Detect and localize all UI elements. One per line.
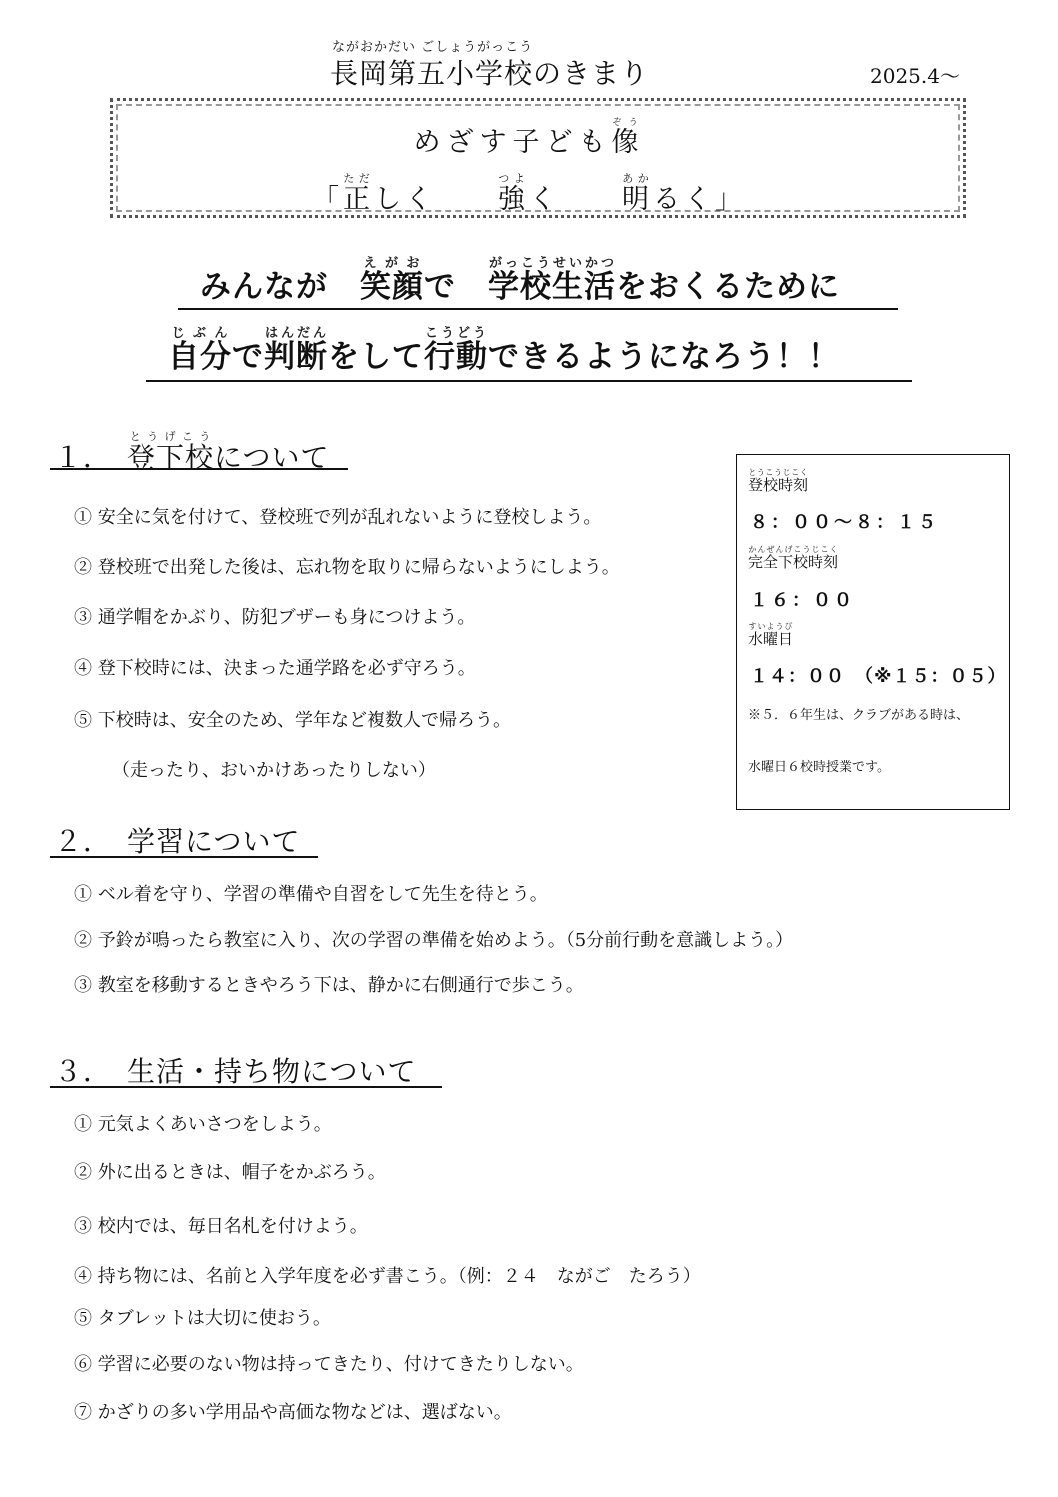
section-1-underline (50, 468, 348, 470)
page-title: 長岡第五小学校のきまり (330, 57, 650, 90)
effective-date: 2025.4～ (870, 64, 960, 88)
section-3-item-2: ② 外に出るときは、帽子をかぶろう。 (74, 1162, 386, 1183)
section-3-item-4: ④ 持ち物には、名前と入学年度を必ず書こう。（例：２４ ながご たろう） (74, 1266, 701, 1287)
section-3-underline (50, 1086, 442, 1088)
motto-word-1: 正ただ (343, 172, 374, 215)
schedule-note-1: ※５．６年生は、クラブがある時は、 (748, 708, 970, 723)
motto-bracket-close: 」 (715, 184, 746, 215)
section-2-item-2: ② 予鈴が鳴ったら教室に入り、次の学習の準備を始めよう。（5分前行動を意識しよう。） (74, 930, 794, 951)
section-2-underline (50, 856, 318, 858)
slogan-underline-1 (178, 308, 898, 310)
section-3-item-6: ⑥ 学習に必要のない物は持ってきたり、付けてきたりしない。 (74, 1354, 584, 1375)
section-2-item-3: ③ 教室を移動するときやろう下は、静かに右側通行で歩こう。 (74, 975, 584, 996)
motto-heading-text: めざす子ども (413, 127, 612, 158)
motto-word-2: 強つよ (498, 172, 529, 215)
wednesday-time: １４：００ （※１５：０５） (750, 666, 1007, 687)
section-3-heading: ３． 生活・持ち物について (54, 1055, 417, 1088)
section-2-heading: ２． 学習について (54, 825, 301, 858)
arrival-time-label: 登校時刻とうこうじこく (748, 468, 809, 494)
dismissal-time: １６：００ (750, 590, 855, 611)
motto-word-2-rest: く (529, 184, 591, 215)
schedule-note-2: 水曜日６校時授業です。 (748, 760, 890, 775)
motto-bracket-open: 「 (312, 184, 343, 215)
section-3-item-7: ⑦ かざりの多い学用品や高価な物などは、選ばない。 (74, 1402, 512, 1423)
title-reading: ながおかだい ごしょうがっこう (332, 40, 534, 55)
motto-word-3-rest: るく (653, 184, 715, 215)
motto-word-3: 明あか (622, 172, 653, 215)
dismissal-time-label: 完全下校時刻かんぜんげこうじこく (748, 545, 839, 571)
motto-heading (0, 118, 1058, 159)
arrival-time: ８：００～８：１５ (750, 512, 939, 533)
section-1-item-4: ④ 登下校時には、決まった通学路を必ず守ろう。 (74, 658, 476, 679)
section-3-item-5: ⑤ タブレットは大切に使おう。 (74, 1308, 331, 1329)
section-1-item-5-note: （走ったり、おいかけあったりしない） (112, 760, 436, 781)
section-1-item-2: ② 登校班で出発した後は、忘れ物を取りに帰らないようにしよう。 (74, 557, 620, 578)
section-1-item-3: ③ 通学帽をかぶり、防犯ブザーも身につけよう。 (74, 607, 476, 628)
section-3-item-3: ③ 校内では、毎日名札を付けよう。 (74, 1216, 368, 1237)
wednesday-label: 水曜日すいようび (748, 622, 794, 648)
slogan-underline-2 (146, 380, 912, 382)
section-1-heading: １． 登下校とうげこうについて (54, 430, 330, 474)
section-3-item-1: ① 元気よくあいさつをしよう。 (74, 1114, 332, 1135)
section-1-item-1: ① 安全に気を付けて、登校班で列が乱れないように登校しよう。 (74, 507, 602, 528)
section-1-item-5: ⑤ 下校時は、安全のため、学年など複数人で帰ろう。 (74, 710, 511, 731)
motto-word-1-rest: しく (374, 184, 467, 215)
slogan-line-2: 自分じぶんで判断はんだんをして行動こうどうできるようになろう！！ (168, 326, 840, 375)
motto-heading-ruby: 像ぞう (611, 118, 645, 158)
slogan-line-1: みんなが 笑顔えがおで 学校生活がっこうせいかつをおくるために (200, 256, 840, 305)
section-2-item-1: ① ベル着を守り、学習の準備や自習をして先生を待とう。 (74, 884, 548, 905)
motto-words (0, 172, 1058, 216)
